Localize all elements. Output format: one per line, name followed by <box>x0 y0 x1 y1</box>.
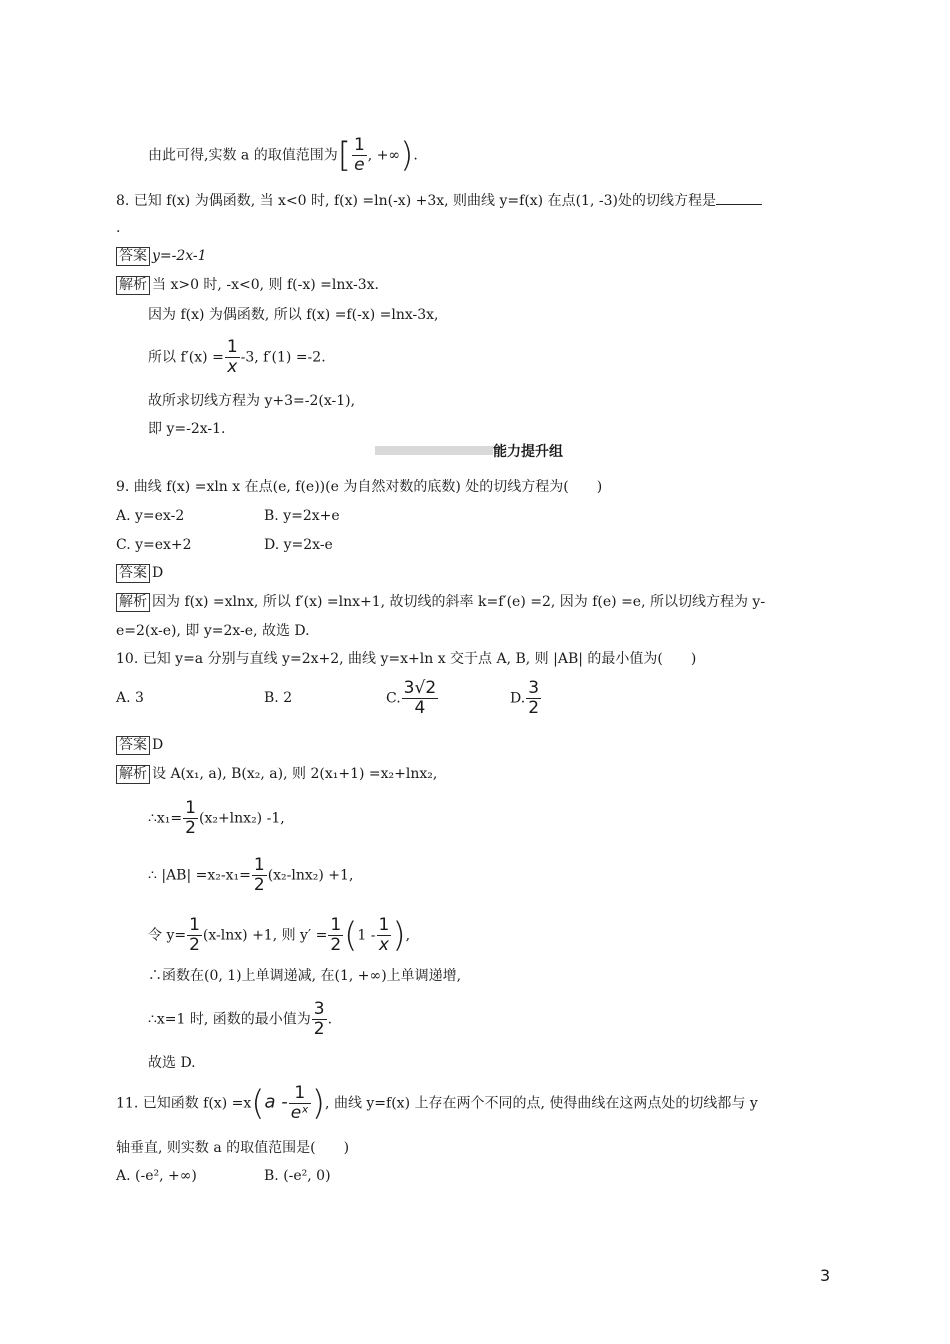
q9-option-a: A. y=ex-2 <box>116 508 185 524</box>
answer-tag: 答案 <box>116 247 150 266</box>
q8-stem: 8. 已知 f(x) 为偶函数, 当 x<0 时, f(x) =ln(-x) +3x, 则曲线 y=f(x) 在点(1, -3)处的切线方程是 <box>116 190 762 211</box>
q10-analysis-4: 令 y= $\frac{1}{2}$ (x-lnx) +1, 则 y′ = $\frac{1}{2}$ (1 - $\frac{1}{x}$ ), <box>148 915 411 956</box>
q9-analysis-2: e=2(x-e), 即 y=2x-e, 故选 D. <box>116 623 310 639</box>
fraction-3-over-2: $\frac{3}{2}$ <box>528 678 540 718</box>
q10-answer: 答案 D <box>116 735 163 755</box>
fraction-1-over-e-x: $\frac{1}{\text{eˣ}}$ <box>290 1083 309 1123</box>
interval-rest: , +∞ <box>367 147 401 164</box>
fraction-1-over-x: $\frac{1}{x}$ <box>378 915 390 955</box>
fraction-3root2-over-4: $\frac{3√2}{4}$ <box>403 678 437 718</box>
q10-option-b: B. 2 <box>264 690 293 706</box>
fraction-1-over-x: $\frac{1}{x}$ <box>226 337 238 377</box>
q10-option-a: A. 3 <box>116 690 144 706</box>
fraction-3-over-2: $\frac{3}{2}$ <box>313 999 325 1039</box>
analysis-tag: 解析 <box>116 765 150 784</box>
q11-stem: 11. 已知函数 f(x) =x(a - $\frac{1}{\text{eˣ}}$ ), 曲线 y=f(x) 上存在两个不同的点, 使得曲线在这两点处的切线都与 y <box>116 1083 758 1124</box>
q10-analysis-6: ∴x=1 时, 函数的最小值为 $\frac{3}{2}$ . <box>148 999 333 1039</box>
right-paren-icon: ) <box>311 1083 326 1124</box>
q10-analysis-3: ∴ |AB| =x₂-x₁= $\frac{1}{2}$ (x₂-lnx₂) +1, <box>148 855 354 895</box>
answer-tag: 答案 <box>116 564 150 583</box>
q10-stem: 10. 已知 y=a 分别与直线 y=2x+2, 曲线 y=x+ln x 交于点 A, B, 则 |AB| 的最小值为( ) <box>116 651 697 667</box>
fraction-1-over-2: $\frac{1}{2}$ <box>330 915 342 955</box>
left-bracket-icon: [ <box>337 135 351 176</box>
q9-option-b: B. y=2x+e <box>264 508 340 524</box>
q10-option-c: C. $\frac{3√2}{4}$ <box>386 678 437 718</box>
analysis-tag: 解析 <box>116 276 150 295</box>
left-paren-icon: ( <box>251 1083 265 1124</box>
q8-analysis-3: 所以 f′(x) = $\frac{1}{x}$ -3, f′(1) =-2. <box>148 337 326 377</box>
fraction-1-over-2: $\frac{1}{2}$ <box>185 798 196 838</box>
q11-option-a: A. (-e², +∞) <box>116 1168 197 1184</box>
top-line: 由此可得,实数 a 的取值范围为[ $\frac{1}{e}$ , +∞). <box>148 135 418 176</box>
q10-analysis-1: 解析 设 A(x₁, a), B(x₂, a), 则 2(x₁+1) =x₂+lnx₂, <box>116 764 437 784</box>
q11-stem-2: 轴垂直, 则实数 a 的取值范围是( ) <box>116 1140 350 1156</box>
q9-answer: 答案 D <box>116 563 163 583</box>
q9-option-c: C. y=ex+2 <box>116 537 192 553</box>
q9-analysis-1: 解析 因为 f(x) =xlnx, 所以 f′(x) =lnx+1, 故切线的斜率 k=f′(e) =2, 因为 f(e) =e, 所以切线方程为 y- <box>116 592 765 612</box>
q8-answer: 答案 y=-2x-1 <box>116 246 207 266</box>
analysis-tag: 解析 <box>116 593 150 612</box>
section-title: 能力提升组 <box>493 444 563 460</box>
q8-stem-end: . <box>116 220 121 236</box>
answer-blank <box>716 190 762 205</box>
top-text: 由此可得,实数 a 的取值范围为 <box>148 147 338 164</box>
q8-analysis-5: 即 y=-2x-1. <box>148 421 226 437</box>
q10-option-d: D. $\frac{3}{2}$ <box>510 678 540 718</box>
right-paren-icon: ) <box>400 135 414 176</box>
left-paren-icon: ( <box>344 915 358 956</box>
right-paren-icon: ) <box>392 915 406 956</box>
section-bar <box>375 446 493 455</box>
q10-analysis-2: ∴x₁= $\frac{1}{2}$ (x₂+lnx₂) -1, <box>148 798 285 838</box>
fraction-1-over-2: $\frac{1}{2}$ <box>253 855 265 895</box>
q8-analysis-2: 因为 f(x) 为偶函数, 所以 f(x) =f(-x) =lnx-3x, <box>148 307 439 323</box>
q11-option-b: B. (-e², 0) <box>264 1168 331 1184</box>
q8-analysis-1: 解析 当 x>0 时, -x<0, 则 f(-x) =lnx-3x. <box>116 275 379 295</box>
answer-tag: 答案 <box>116 736 150 755</box>
q10-analysis-7: 故选 D. <box>148 1055 196 1071</box>
q8-analysis-4: 故所求切线方程为 y+3=-2(x-1), <box>148 393 356 409</box>
q10-analysis-5: ∴函数在(0, 1)上单调递减, 在(1, +∞)上单调递增, <box>148 968 462 984</box>
page-number: 3 <box>820 1266 831 1285</box>
q9-option-d: D. y=2x-e <box>264 537 333 553</box>
fraction-1-over-e: $\frac{1}{e}$ <box>353 135 365 175</box>
q9-stem: 9. 曲线 f(x) =xln x 在点(e, f(e))(e 为自然对数的底数) 处的切线方程为( ) <box>116 479 603 495</box>
fraction-1-over-2: $\frac{1}{2}$ <box>189 915 200 955</box>
